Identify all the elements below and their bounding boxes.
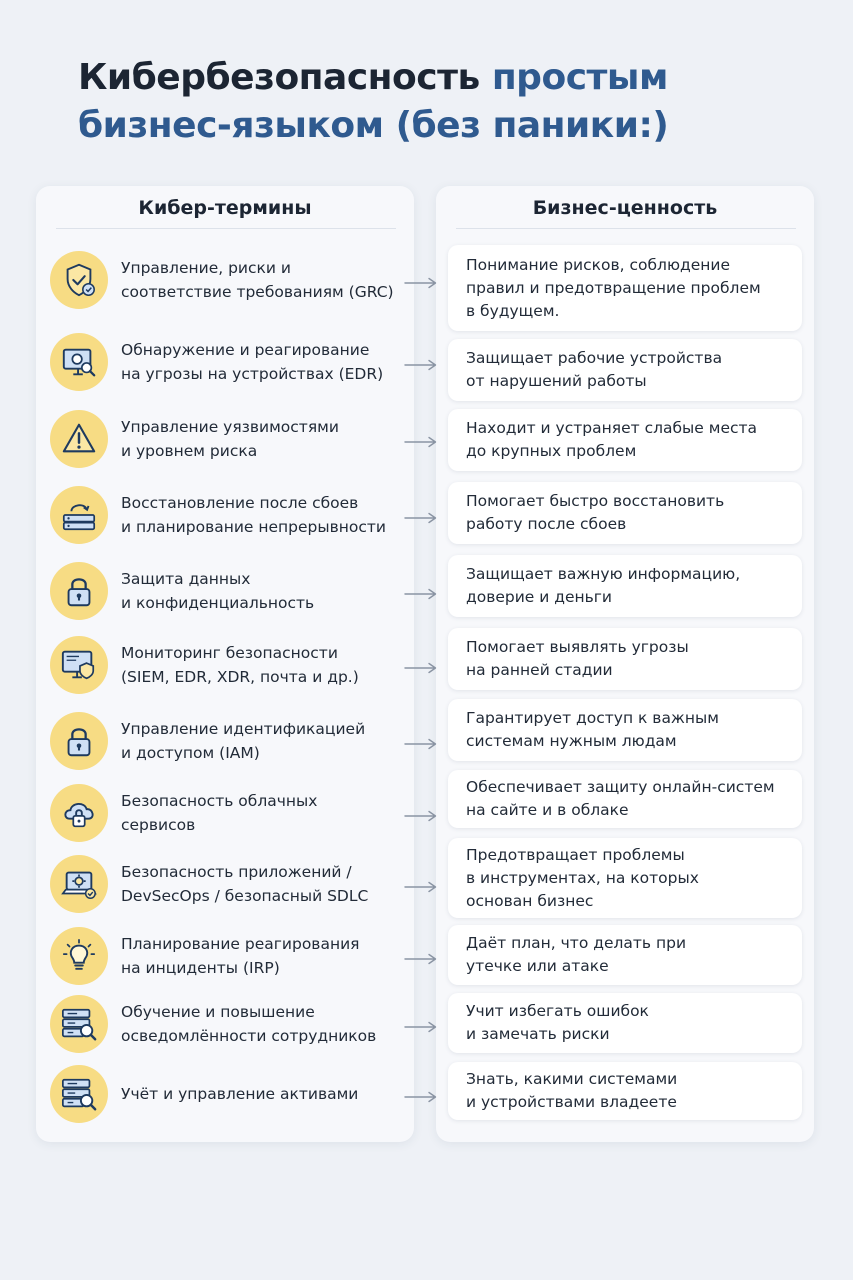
business-value-card (448, 482, 802, 544)
header-divider (56, 228, 396, 229)
cyber-term-label: Управление, риски и соответствие требованиям (GRC) (121, 259, 394, 301)
row-icon-circle (50, 410, 108, 468)
arrow-right-icon (404, 807, 438, 819)
row-icon-circle (50, 251, 108, 309)
arrow-right-icon (404, 878, 438, 890)
business-value-card (448, 770, 802, 828)
cyber-term-label: Безопасность облачных сервисов (121, 792, 318, 834)
business-value-text: Предотвращает проблемы в инструментах, на которых основан бизнес (466, 845, 699, 910)
arrow-right-icon (404, 356, 438, 368)
title-part-2: простым (491, 57, 668, 98)
arrow-right-icon (404, 274, 438, 286)
cyber-term-label: Мониторинг безопасности (SIEM, EDR, XDR, почта и др.) (121, 644, 359, 686)
header-divider (456, 228, 796, 229)
row-icon-circle (50, 927, 108, 985)
arrow-right-icon (404, 659, 438, 671)
business-value-text: Находит и устраняет слабые места до крупных проблем (466, 419, 758, 460)
row-icon-circle (50, 562, 108, 620)
server-search-icon (60, 1005, 98, 1043)
lightbulb-icon (60, 937, 98, 975)
laptop-gear-icon (60, 865, 98, 903)
cyber-term-label: Восстановление после сбоев и планирование непрерывности (121, 494, 387, 536)
server-search-icon (60, 1075, 98, 1113)
business-value-text: Защищает важную информацию, доверие и деньги (466, 565, 741, 606)
cyber-term-label: Обнаружение и реагирование на угрозы на устройствах (EDR) (121, 341, 384, 383)
lock-icon (60, 572, 98, 610)
shield-check-icon (60, 261, 98, 299)
page-title (78, 54, 668, 150)
arrow-right-icon (404, 950, 438, 962)
business-value-card (448, 339, 802, 401)
row-icon-circle (50, 486, 108, 544)
arrow-right-icon (404, 433, 438, 445)
business-value-card (448, 628, 802, 690)
business-value-card (448, 925, 802, 985)
arrow-right-icon (404, 1018, 438, 1030)
cyber-term-label: Управление идентификацией и доступом (IAM) (121, 720, 366, 762)
title-part-1: Кибербезопасность (78, 57, 480, 98)
business-value-card (448, 1062, 802, 1120)
row-icon-circle (50, 1065, 108, 1123)
business-value-text: Учит избегать ошибок и замечать риски (466, 1002, 649, 1043)
business-value-text: Гарантирует доступ к важным системам нужным людам (466, 709, 719, 750)
cloud-lock-icon (60, 794, 98, 832)
arrow-right-icon (404, 585, 438, 597)
row-icon-circle (50, 333, 108, 391)
business-value-text: Обеспечивает защиту онлайн-систем на сайте и в облаке (466, 778, 775, 819)
business-value-text: Даёт план, что делать при утечке или атаке (466, 934, 687, 975)
cyber-terms-header: Кибер-термины (138, 197, 312, 219)
cyber-term-label: Управление уязвимостями и уровнем риска (121, 418, 339, 460)
cyber-term-label: Планирование реагирования на инциденты (IRP) (121, 935, 360, 977)
business-value-card (448, 699, 802, 761)
business-value-text: Помогает выявлять угрозы на ранней стадии (466, 638, 689, 679)
business-value-card (448, 838, 802, 918)
monitor-shield-icon (60, 646, 98, 684)
row-icon-circle (50, 712, 108, 770)
business-value-card (448, 555, 802, 617)
arrow-right-icon (404, 509, 438, 521)
arrow-right-icon (404, 1088, 438, 1100)
lock-icon (60, 722, 98, 760)
monitor-search-icon (60, 343, 98, 381)
row-icon-circle (50, 995, 108, 1053)
row-icon-circle (50, 636, 108, 694)
business-value-text: Помогает быстро восстановить работу после сбоев (466, 492, 725, 533)
server-recovery-icon (60, 496, 98, 534)
cyber-term-label: Учёт и управление активами (121, 1085, 359, 1103)
row-icon-circle (50, 784, 108, 842)
business-value-text: Знать, какими системами и устройствами владеете (466, 1070, 678, 1111)
business-value-header: Бизнес-ценность (532, 197, 718, 219)
row-icon-circle (50, 855, 108, 913)
business-value-text: Понимание рисков, соблюдение правил и предотвращение проблем в будущем. (466, 255, 761, 320)
title-part-3: бизнес-языком (без паники:) (78, 105, 669, 146)
warning-triangle-icon (60, 420, 98, 458)
business-value-card (448, 245, 802, 331)
business-value-card (448, 993, 802, 1053)
business-value-text: Защищает рабочие устройства от нарушений работы (466, 349, 723, 390)
arrow-right-icon (404, 735, 438, 747)
business-value-card (448, 409, 802, 471)
cyber-term-label: Защита данных и конфиденциальность (121, 570, 315, 612)
cyber-term-label: Безопасность приложений / DevSecOps / безопасный SDLC (121, 863, 369, 905)
cyber-term-label: Обучение и повышение осведомлённости сотрудников (121, 1003, 377, 1045)
